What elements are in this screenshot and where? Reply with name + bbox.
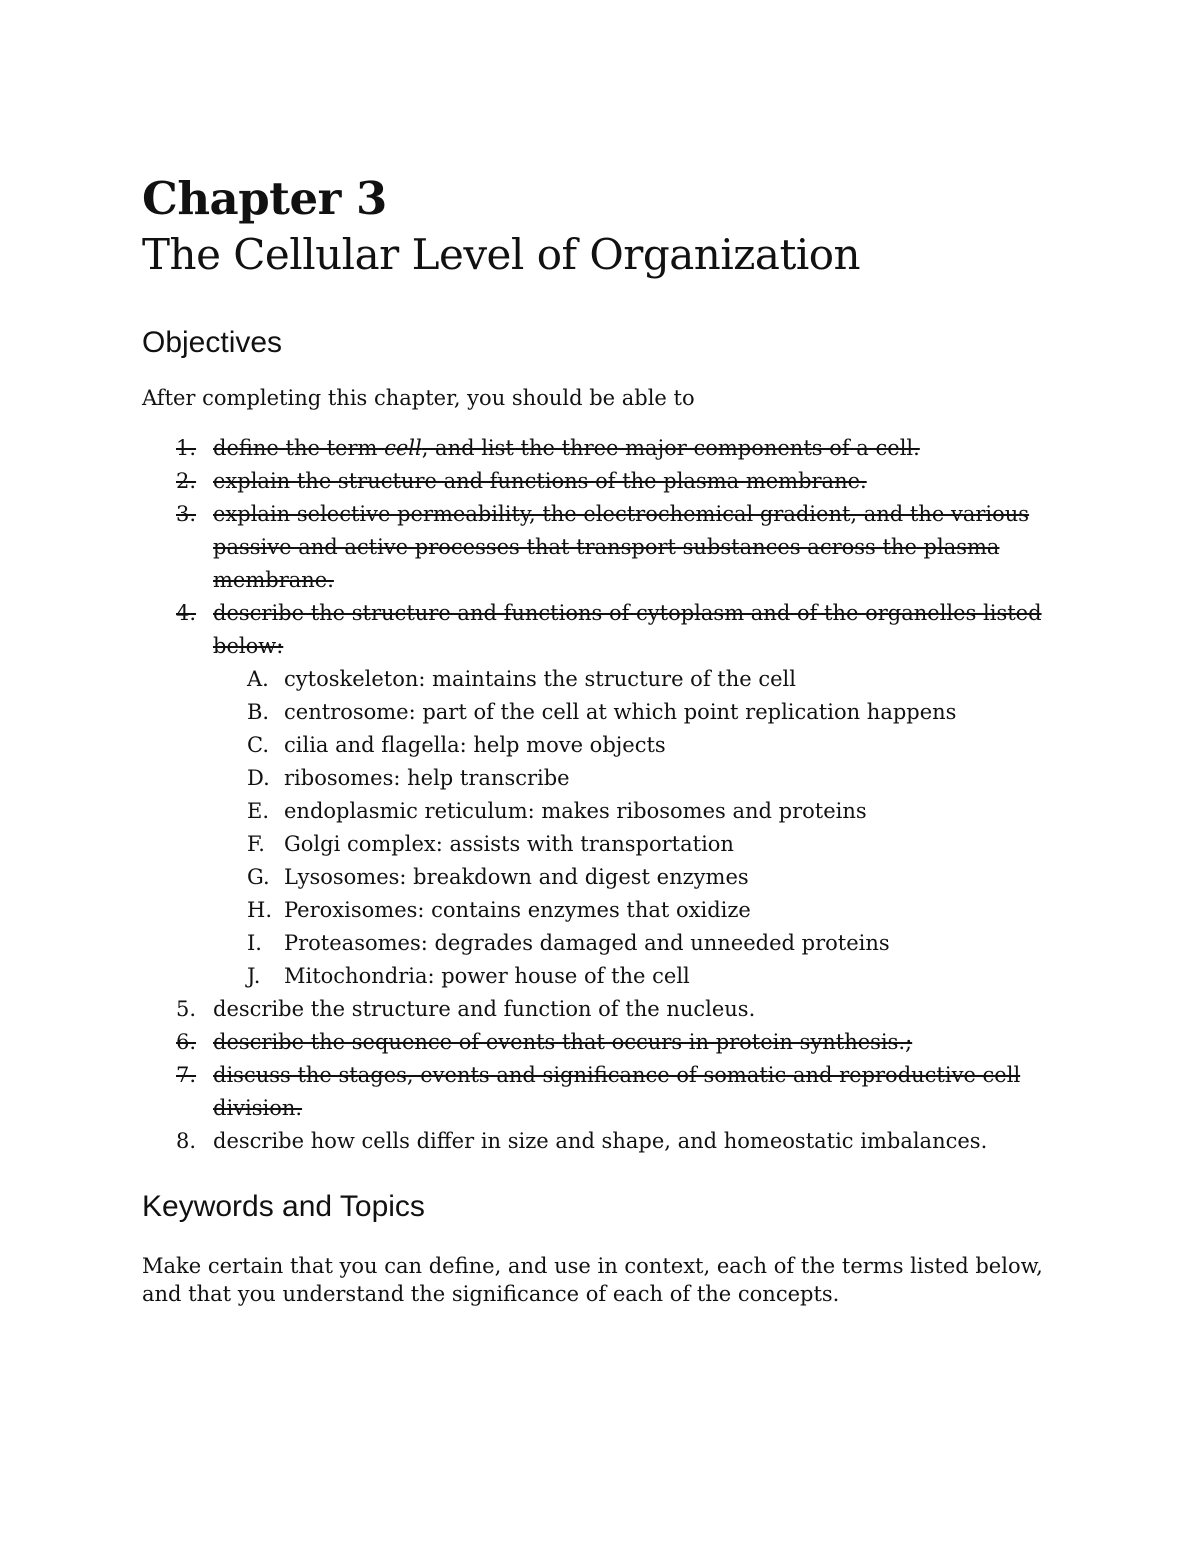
chapter-title: The Cellular Level of Organization bbox=[142, 230, 861, 279]
organelle-text: ribosomes: help transcribe bbox=[284, 766, 570, 790]
organelle-item bbox=[213, 729, 1082, 762]
objective-text: describe the sequence of events that occurs in protein synthesis.; bbox=[213, 1030, 913, 1054]
organelle-text: centrosome: part of the cell at which point replication happens bbox=[284, 700, 957, 724]
objective-text-end: , and list the three major components of a cell. bbox=[421, 436, 920, 460]
objective-text: explain the structure and functions of the plasma membrane. bbox=[213, 469, 867, 493]
objective-number: 7. bbox=[176, 1063, 197, 1087]
document-page bbox=[142, 170, 1082, 1308]
objective-item-1 bbox=[142, 432, 1082, 465]
organelle-item bbox=[213, 927, 1082, 960]
objective-item-2 bbox=[142, 465, 1082, 498]
objectives-list bbox=[142, 432, 1082, 1158]
objective-text bbox=[213, 436, 920, 460]
objective-text: discuss the stages, events and significance of somatic and reproductive cell division. bbox=[213, 1063, 1021, 1120]
organelle-item bbox=[213, 696, 1082, 729]
organelle-letter: B. bbox=[247, 700, 270, 724]
organelle-text: Lysosomes: breakdown and digest enzymes bbox=[284, 865, 749, 889]
objectives-heading: Objectives bbox=[142, 326, 283, 359]
objectives-intro: After completing this chapter, you should be able to bbox=[142, 386, 695, 410]
objective-item-5 bbox=[142, 993, 1082, 1026]
objective-number: 4. bbox=[176, 601, 197, 625]
organelle-letter: F. bbox=[247, 832, 265, 856]
objective-number: 3. bbox=[176, 502, 197, 526]
chapter-number: Chapter 3 bbox=[142, 172, 387, 225]
objective-number: 2. bbox=[176, 469, 197, 493]
objective-item-6 bbox=[142, 1026, 1082, 1059]
objective-item-7 bbox=[142, 1059, 1082, 1125]
organelle-item bbox=[213, 795, 1082, 828]
keywords-heading: Keywords and Topics bbox=[142, 1190, 425, 1223]
organelle-text: cilia and flagella: help move objects bbox=[284, 733, 666, 757]
organelle-letter: C. bbox=[247, 733, 269, 757]
organelle-item bbox=[213, 762, 1082, 795]
objective-text: describe the structure and function of the nucleus. bbox=[213, 997, 756, 1021]
objective-item-4 bbox=[142, 597, 1082, 993]
organelle-letter: G. bbox=[247, 865, 270, 889]
organelle-item bbox=[213, 960, 1082, 993]
organelle-letter: I. bbox=[247, 931, 262, 955]
objective-term-cell: cell bbox=[384, 436, 422, 460]
objective-number: 5. bbox=[176, 997, 197, 1021]
organelle-letter: J. bbox=[247, 964, 261, 988]
organelle-item bbox=[213, 894, 1082, 927]
organelle-letter: E. bbox=[247, 799, 270, 823]
organelle-letter: A. bbox=[247, 667, 269, 691]
objective-number: 1. bbox=[176, 436, 197, 460]
objective-text-start: define the term bbox=[213, 436, 385, 460]
organelle-item bbox=[213, 663, 1082, 696]
keywords-paragraph: Make certain that you can define, and use in context, each of the terms listed below, and that you understand the significance of each of the concepts. bbox=[142, 1254, 1043, 1306]
organelle-text: Proteasomes: degrades damaged and unneeded proteins bbox=[284, 931, 890, 955]
organelle-text: endoplasmic reticulum: makes ribosomes and proteins bbox=[284, 799, 867, 823]
objective-item-3 bbox=[142, 498, 1082, 597]
organelle-item bbox=[213, 861, 1082, 894]
organelle-list bbox=[213, 663, 1082, 993]
organelle-text: Peroxisomes: contains enzymes that oxidize bbox=[284, 898, 751, 922]
objective-text: describe how cells differ in size and shape, and homeostatic imbalances. bbox=[213, 1129, 988, 1153]
organelle-item bbox=[213, 828, 1082, 861]
organelle-text: Mitochondria: power house of the cell bbox=[284, 964, 690, 988]
organelle-letter: D. bbox=[247, 766, 270, 790]
objective-number: 8. bbox=[176, 1129, 197, 1153]
objective-item-8 bbox=[142, 1125, 1082, 1158]
objective-number: 6. bbox=[176, 1030, 197, 1054]
organelle-text: Golgi complex: assists with transportation bbox=[284, 832, 734, 856]
objective-text: describe the structure and functions of cytoplasm and of the organelles listed below: bbox=[213, 601, 1042, 658]
organelle-text: cytoskeleton: maintains the structure of the cell bbox=[284, 667, 796, 691]
organelle-letter: H. bbox=[247, 898, 272, 922]
objective-text: explain selective permeability, the electrochemical gradient, and the various passive and active processes that transport substances across the plasma membrane. bbox=[213, 502, 1030, 592]
